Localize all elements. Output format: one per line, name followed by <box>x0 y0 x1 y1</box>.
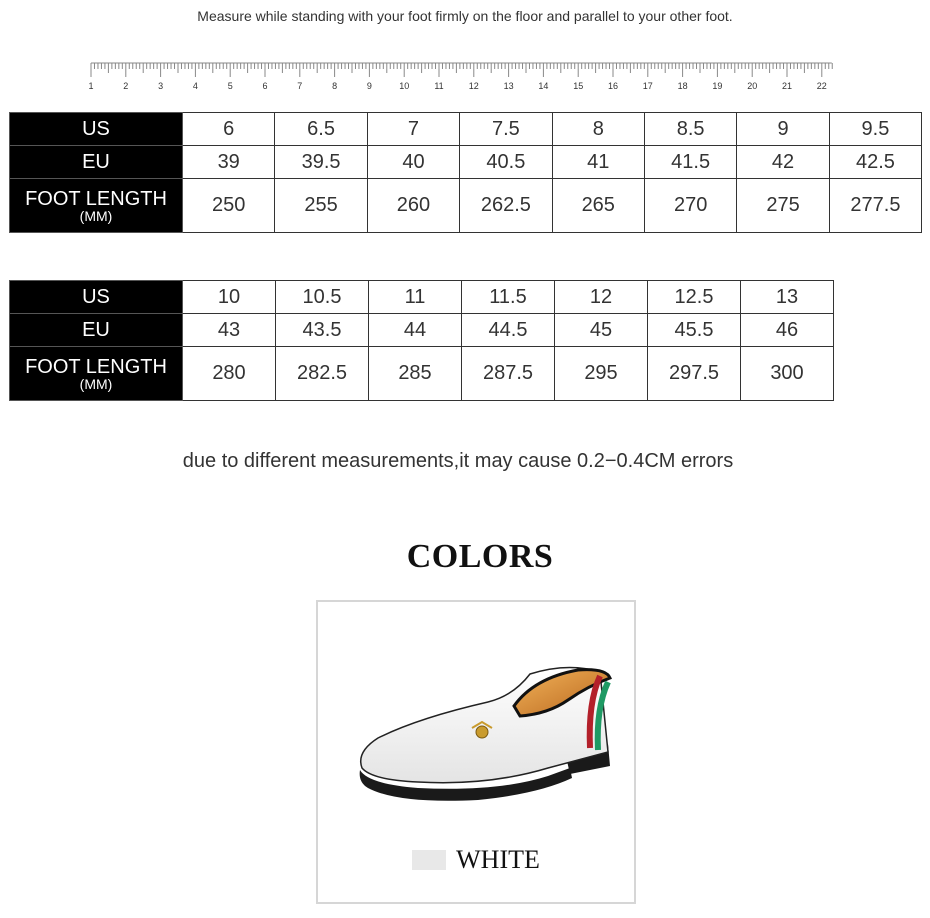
ruler-label: 22 <box>816 81 827 91</box>
us-size: 12 <box>555 281 648 314</box>
white-loafer-image <box>338 652 618 812</box>
ruler-label: 1 <box>88 81 94 91</box>
foot-length-value: 265 <box>552 179 644 233</box>
ruler-label: 15 <box>573 81 584 91</box>
foot-length-unit: (MM) <box>79 375 113 392</box>
color-option-card[interactable] <box>316 600 636 904</box>
ruler-label: 9 <box>366 81 372 91</box>
eu-size: 42.5 <box>829 146 921 179</box>
ruler-label: 5 <box>227 81 233 91</box>
eu-label: EU <box>10 146 183 179</box>
us-size: 7 <box>367 113 459 146</box>
foot-length-value: 277.5 <box>829 179 921 233</box>
ruler-label: 11 <box>434 81 444 91</box>
ruler-label: 8 <box>332 81 338 91</box>
eu-size: 39.5 <box>275 146 367 179</box>
us-size: 11.5 <box>462 281 555 314</box>
foot-length-value: 255 <box>275 179 367 233</box>
eu-size: 39 <box>183 146 275 179</box>
measurement-instruction: Measure while standing with your foot firmly on the floor and parallel to your other foot. <box>197 8 733 24</box>
ruler-label: 4 <box>192 81 198 91</box>
ruler-label: 10 <box>399 81 410 91</box>
us-size: 10 <box>183 281 276 314</box>
foot-length-value: 285 <box>369 347 462 401</box>
foot-length-value: 295 <box>555 347 648 401</box>
color-name: WHITE <box>456 845 540 874</box>
foot-length-label <box>10 347 183 401</box>
us-row <box>10 281 834 314</box>
foot-length-label <box>10 179 183 233</box>
ruler-label: 17 <box>642 81 653 91</box>
us-size: 13 <box>741 281 834 314</box>
us-size: 9.5 <box>829 113 921 146</box>
eu-size: 44.5 <box>462 314 555 347</box>
size-table-2 <box>9 280 834 401</box>
eu-size: 42 <box>737 146 829 179</box>
foot-length-row <box>10 347 834 401</box>
eu-size: 41 <box>552 146 644 179</box>
us-label: US <box>10 281 183 314</box>
us-size: 9 <box>737 113 829 146</box>
foot-length-value: 275 <box>737 179 829 233</box>
ruler-label: 20 <box>747 81 758 91</box>
ruler-label: 12 <box>468 81 479 91</box>
foot-length-unit: (MM) <box>79 207 113 224</box>
eu-row <box>10 314 834 347</box>
ruler-label: 13 <box>503 81 514 91</box>
white-color-swatch <box>412 850 446 870</box>
eu-size: 40.5 <box>460 146 552 179</box>
us-size: 8.5 <box>644 113 736 146</box>
foot-length-value: 250 <box>183 179 275 233</box>
eu-size: 40 <box>367 146 459 179</box>
ruler-label: 19 <box>712 81 723 91</box>
eu-size: 45 <box>555 314 648 347</box>
ruler-label: 6 <box>262 81 268 91</box>
ruler-label: 14 <box>538 81 549 91</box>
foot-length-value: 262.5 <box>460 179 552 233</box>
ruler-label: 3 <box>158 81 164 91</box>
us-size: 12.5 <box>648 281 741 314</box>
foot-length-row <box>10 179 922 233</box>
eu-size: 46 <box>741 314 834 347</box>
size-table-1 <box>9 112 922 233</box>
eu-size: 43 <box>183 314 276 347</box>
foot-length-value: 300 <box>741 347 834 401</box>
foot-length-value: 297.5 <box>648 347 741 401</box>
foot-length-value: 280 <box>183 347 276 401</box>
foot-length-label-text: FOOT LENGTH <box>25 187 167 210</box>
us-size: 10.5 <box>276 281 369 314</box>
ruler-label: 16 <box>607 81 619 91</box>
us-size: 7.5 <box>460 113 552 146</box>
ruler-label: 7 <box>297 81 303 91</box>
foot-length-label-text: FOOT LENGTH <box>25 355 167 378</box>
ruler <box>85 55 845 95</box>
foot-length-value: 260 <box>367 179 459 233</box>
color-label-row <box>318 845 634 875</box>
foot-length-value: 282.5 <box>276 347 369 401</box>
eu-size: 44 <box>369 314 462 347</box>
eu-row <box>10 146 922 179</box>
colors-title: COLORS <box>406 538 554 575</box>
us-size: 6.5 <box>275 113 367 146</box>
eu-label: EU <box>10 314 183 347</box>
us-size: 6 <box>183 113 275 146</box>
eu-size: 43.5 <box>276 314 369 347</box>
us-label: US <box>10 113 183 146</box>
eu-size: 41.5 <box>644 146 736 179</box>
ruler-label: 21 <box>781 81 793 91</box>
measurement-error-note: due to different measurements,it may cause 0.2−0.4CM errors <box>182 450 734 472</box>
us-size: 11 <box>369 281 462 314</box>
ruler-label: 2 <box>123 81 129 91</box>
us-size: 8 <box>552 113 644 146</box>
foot-length-value: 287.5 <box>462 347 555 401</box>
us-row <box>10 113 922 146</box>
eu-size: 45.5 <box>648 314 741 347</box>
ruler-label: 18 <box>677 81 688 91</box>
foot-length-value: 270 <box>644 179 736 233</box>
